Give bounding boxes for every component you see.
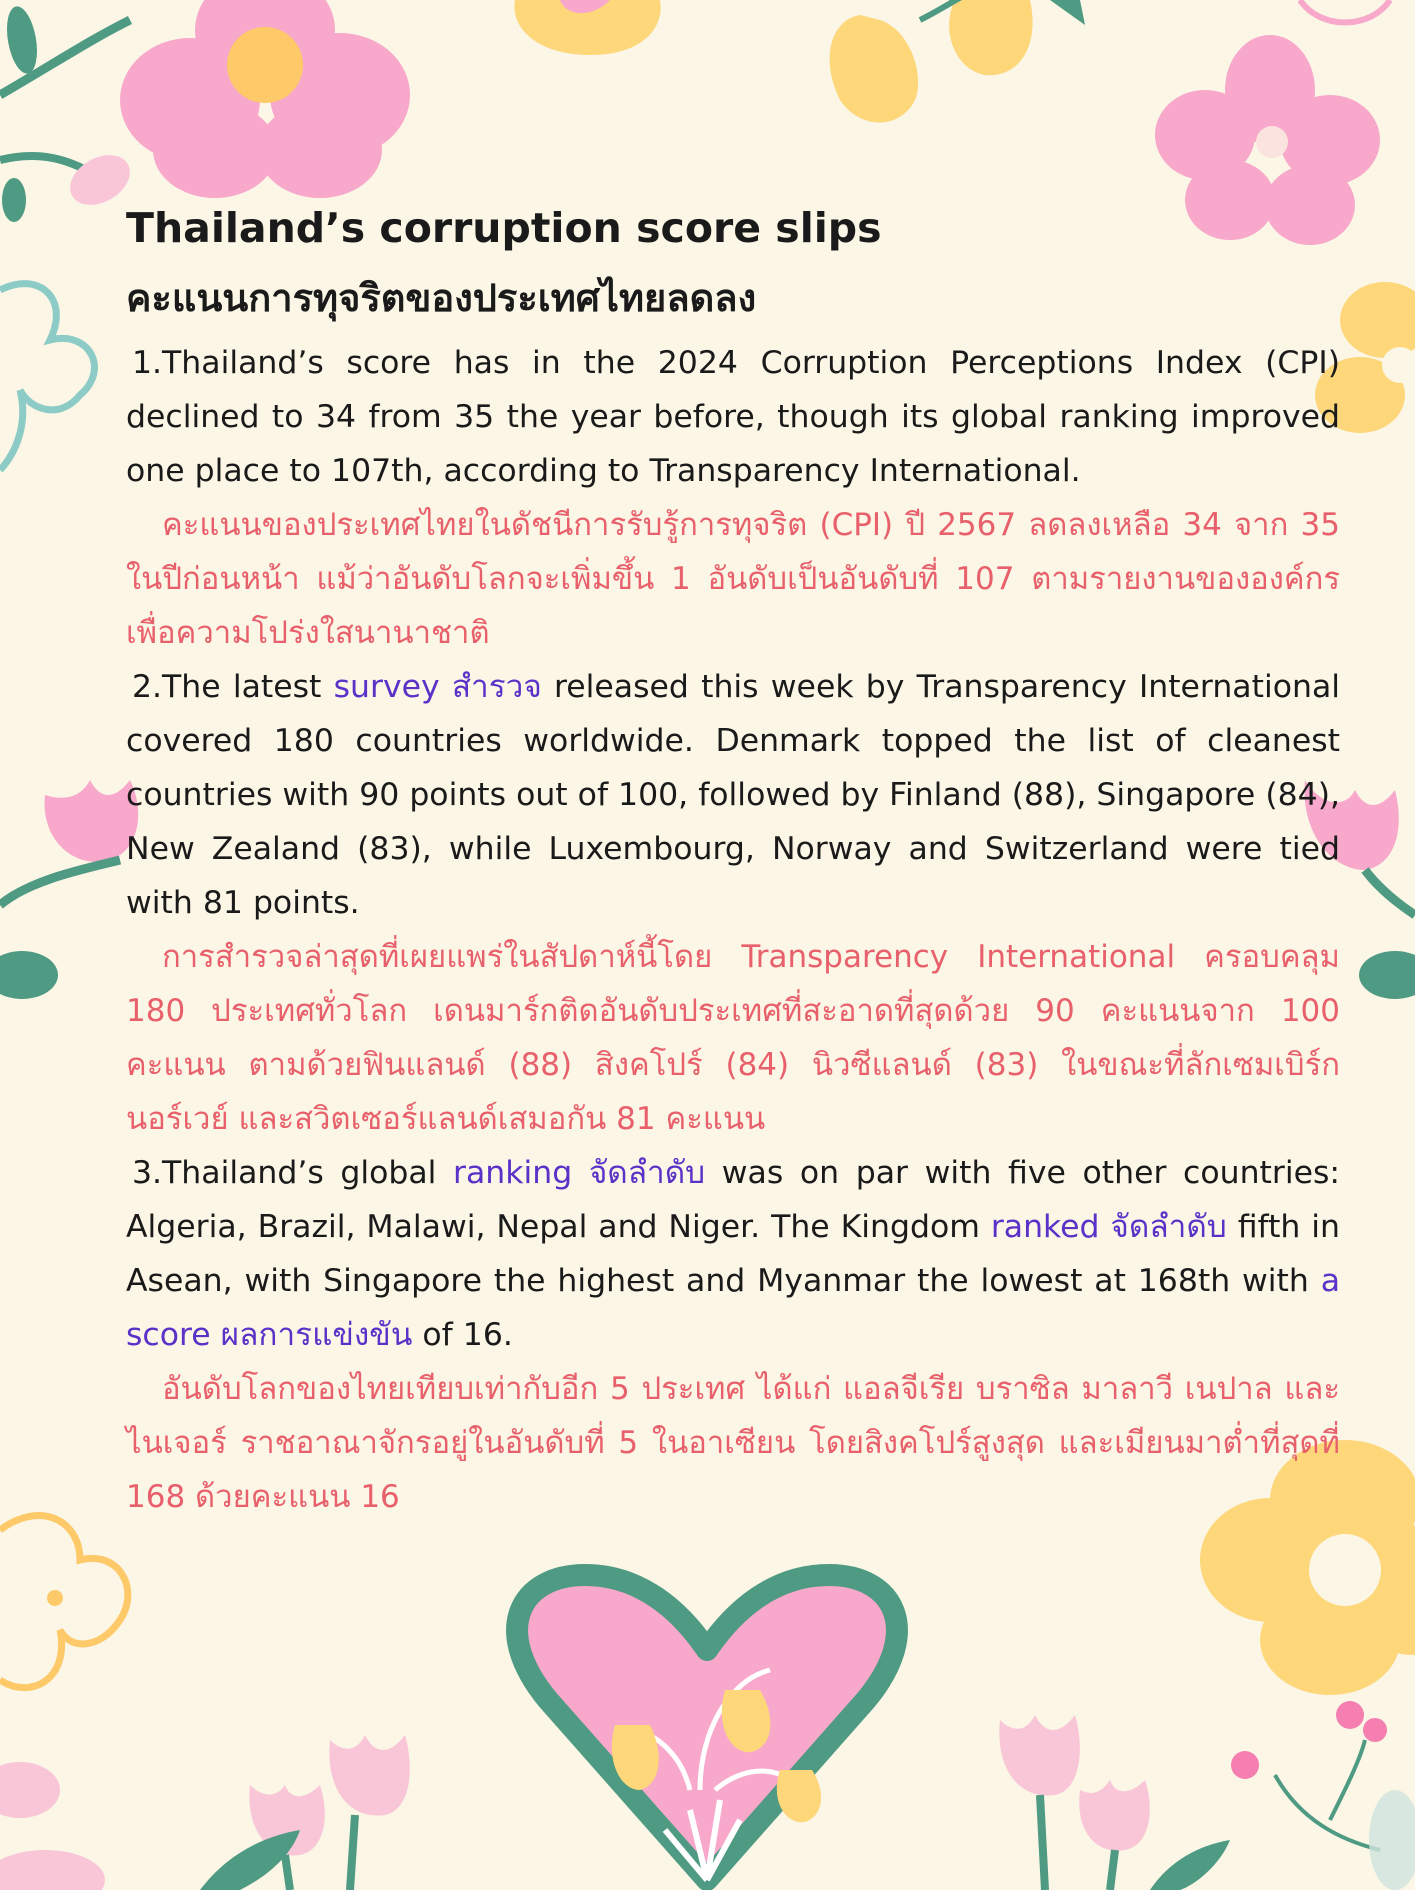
- keyword-survey: survey สำรวจ: [333, 669, 542, 705]
- paragraph-2-th: การสำรวจล่าสุดที่เผยแพร่ในสัปดาห์นี้โดย Transparency International ครอบคลุม 180 ประเทศทั่วโลก เดนมาร์กติดอันดับประเทศที่สะอาดที่สุดด้วย 90 คะแนนจาก 100 คะแนน ตามด้วยฟินแลนด์ (88) สิงคโปร์ (84) นิวซีแลนด์ (83) ในขณะที่ลักเซมเบิร์ก นอร์เวย์ และสวิตเซอร์แลนด์เสมอกัน 81 คะแนน: [126, 939, 1340, 1137]
- article: [126, 194, 1340, 1524]
- paragraph-1-th: คะแนนของประเทศไทยในดัชนีการรับรู้การทุจริต (CPI) ปี 2567 ลดลงเหลือ 34 จาก 35 ในปีก่อนหน้า แม้ว่าอันดับโลกจะเพิ่มขึ้น 1 อันดับเป็นอันดับที่ 107 ตามรายงานขององค์กรเพื่อความโปร่งใสนานาชาติ: [126, 507, 1340, 651]
- title-en: Thailand’s corruption score slips: [126, 204, 882, 252]
- p3-text-c: fifth in Asean, with Singapore the highest and Myanmar the lowest at 168th with: [126, 1209, 1341, 1299]
- paragraph-3-en: [126, 1146, 1340, 1362]
- p3-text-b: was on par with five other countries: Algeria, Brazil, Malawi, Nepal and Niger. The Kingdom: [126, 1155, 1340, 1245]
- yellow-tulip-icon: [514, 0, 1085, 123]
- title-th: คะแนนการทุจริตของประเทศไทยลดลง: [126, 276, 757, 320]
- p3-text-a: 3.Thailand’s global: [132, 1155, 454, 1191]
- heart-icon: [517, 1575, 897, 1880]
- keyword-score: a score ผลการแข่งขัน: [126, 1263, 1340, 1353]
- outline-flower-icon: [0, 1516, 128, 1688]
- outline-flower-icon: [0, 284, 94, 470]
- paragraph-2-en: [126, 660, 1340, 930]
- keyword-ranking: ranking จัดลำดับ: [453, 1155, 706, 1191]
- keyword-ranked: ranked จัดลำดับ: [990, 1209, 1227, 1245]
- p2-text-a: 2.The latest: [132, 669, 334, 705]
- paragraph-3-th: อันดับโลกของไทยเทียบเท่ากับอีก 5 ประเทศ ได้แก่ แอลจีเรีย บราซิล มาลาวี เนปาล และไนเจอร์ ราชอาณาจักรอยู่ในอันดับที่ 5 ในอาเซียน โดยสิงคโปร์สูงสุด และเมียนมาต่ำที่สุดที่ 168 ด้วยคะแนน 16: [126, 1371, 1340, 1515]
- paragraph-1-en: 1.Thailand’s score has in the 2024 Corruption Perceptions Index (CPI) declined to 34 from 35 the year before, though its global ranking improved one place to 107th, according to Transparency International.: [126, 345, 1340, 489]
- p2-text-b: released this week by Transparency International covered 180 countries worldwide. Denmark topped the list of cleanest countries with 90 points out of 100, followed by Finland (88), Singapore (84), New Zealand (83), while Luxembourg, Norway and Switzerland were tied with 81 points.: [126, 669, 1340, 921]
- p3-text-d: of 16.: [412, 1317, 513, 1353]
- pink-tulip-icon: [0, 780, 138, 999]
